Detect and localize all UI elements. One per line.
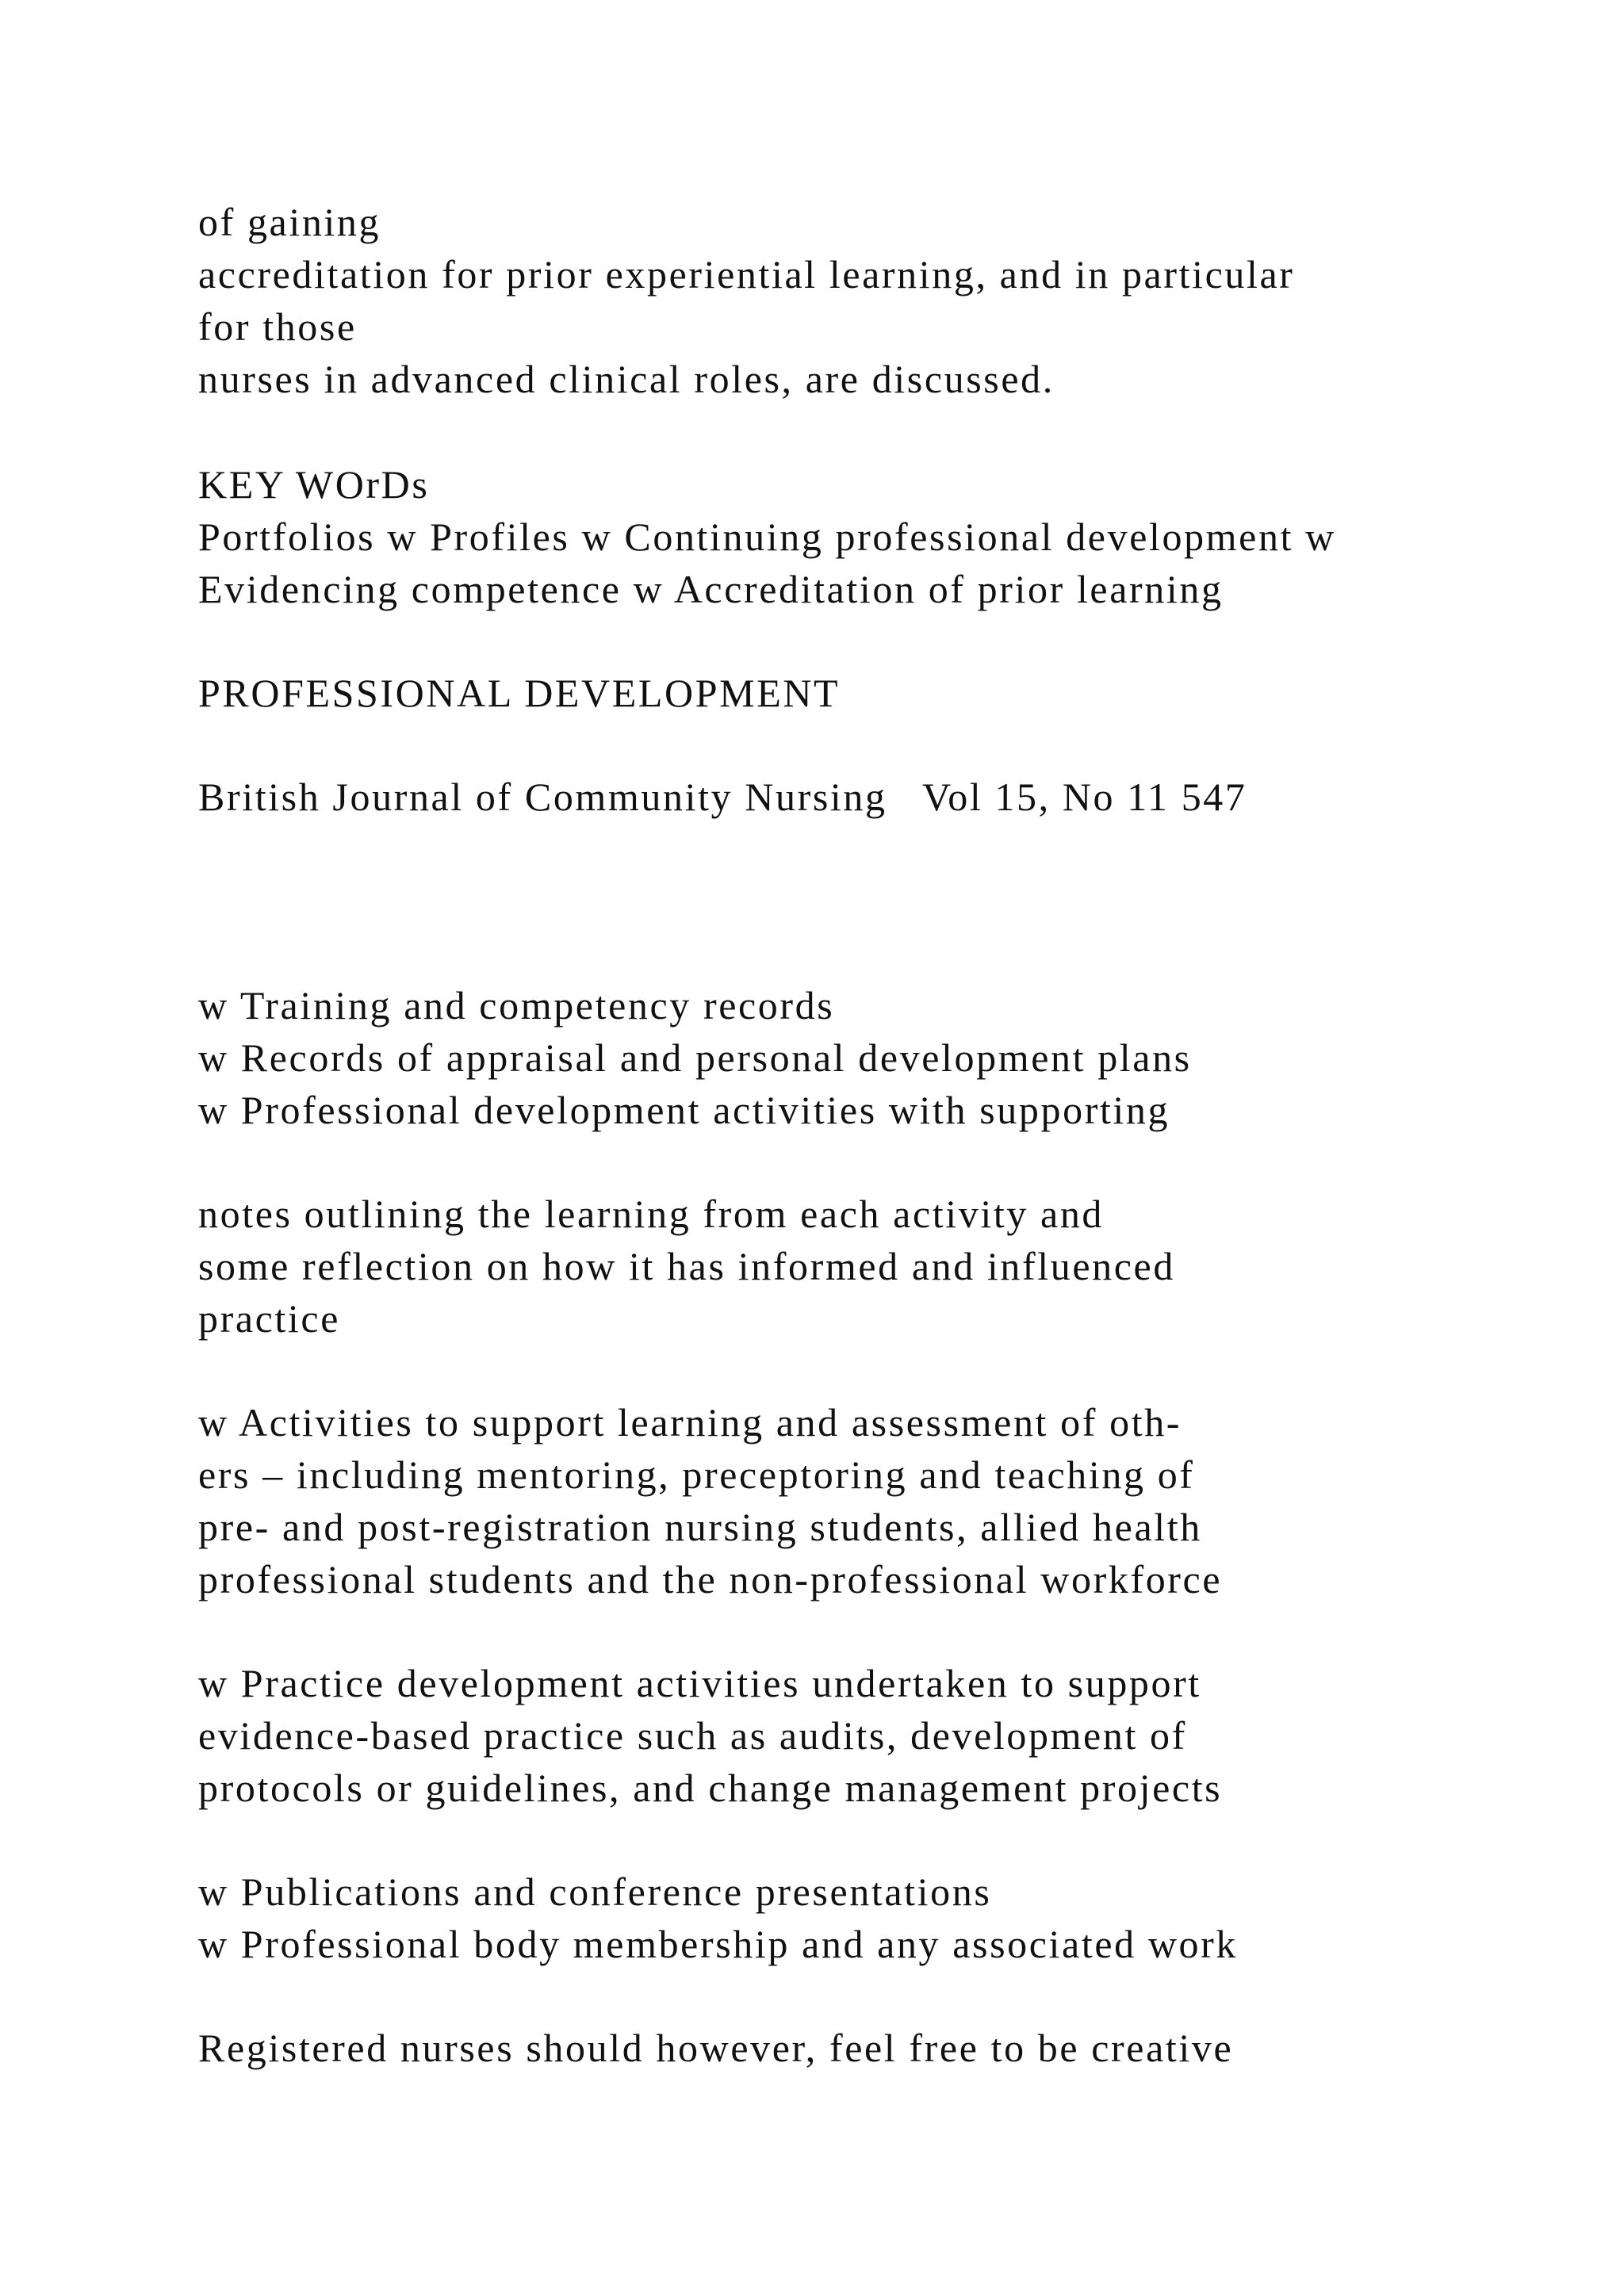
text-line: protocols or guidelines, and change management projects [198,1766,1223,1810]
text-line: professional students and the non-professional workforce [198,1557,1223,1601]
section-heading: KEY WOrDs [198,462,430,507]
journal-citation: British Journal of Community Nursing Vol 15, No 11 547 [198,775,1247,819]
text-line: pre- and post-registration nursing students, allied health [198,1505,1202,1549]
list-item: w Professional development activities with supporting [198,1088,1170,1132]
text-line: ers – including mentoring, preceptoring and teaching of [198,1452,1195,1497]
text-line: Registered nurses should however, feel free to be creative [198,2026,1234,2070]
text-line: notes outlining the learning from each activity and [198,1192,1105,1236]
list-item: w Records of appraisal and personal development plans [198,1035,1192,1080]
list-item: w Publications and conference presentations [198,1869,992,1914]
text-line: accreditation for prior experiential learning, and in particular [198,252,1295,297]
text-line: evidence-based practice such as audits, development of [198,1713,1187,1758]
list-item: w Activities to support learning and assessment of oth- [198,1400,1182,1445]
text-line: of gaining [198,200,381,244]
list-item: w Professional body membership and any associated work [198,1922,1238,1966]
list-item: w Training and competency records [198,983,835,1027]
list-item: w Practice development activities undertaken to support [198,1661,1201,1705]
text-line: nurses in advanced clinical roles, are discussed. [198,357,1055,401]
text-line: for those [198,304,357,349]
keywords-line: Evidencing competence w Accreditation of prior learning [198,567,1224,611]
text-line: practice [198,1296,341,1341]
text-line: some reflection on how it has informed and influenced [198,1244,1175,1288]
section-label: PROFESSIONAL DEVELOPMENT [198,671,841,715]
keywords-line: Portfolios w Profiles w Continuing professional development w [198,515,1336,559]
